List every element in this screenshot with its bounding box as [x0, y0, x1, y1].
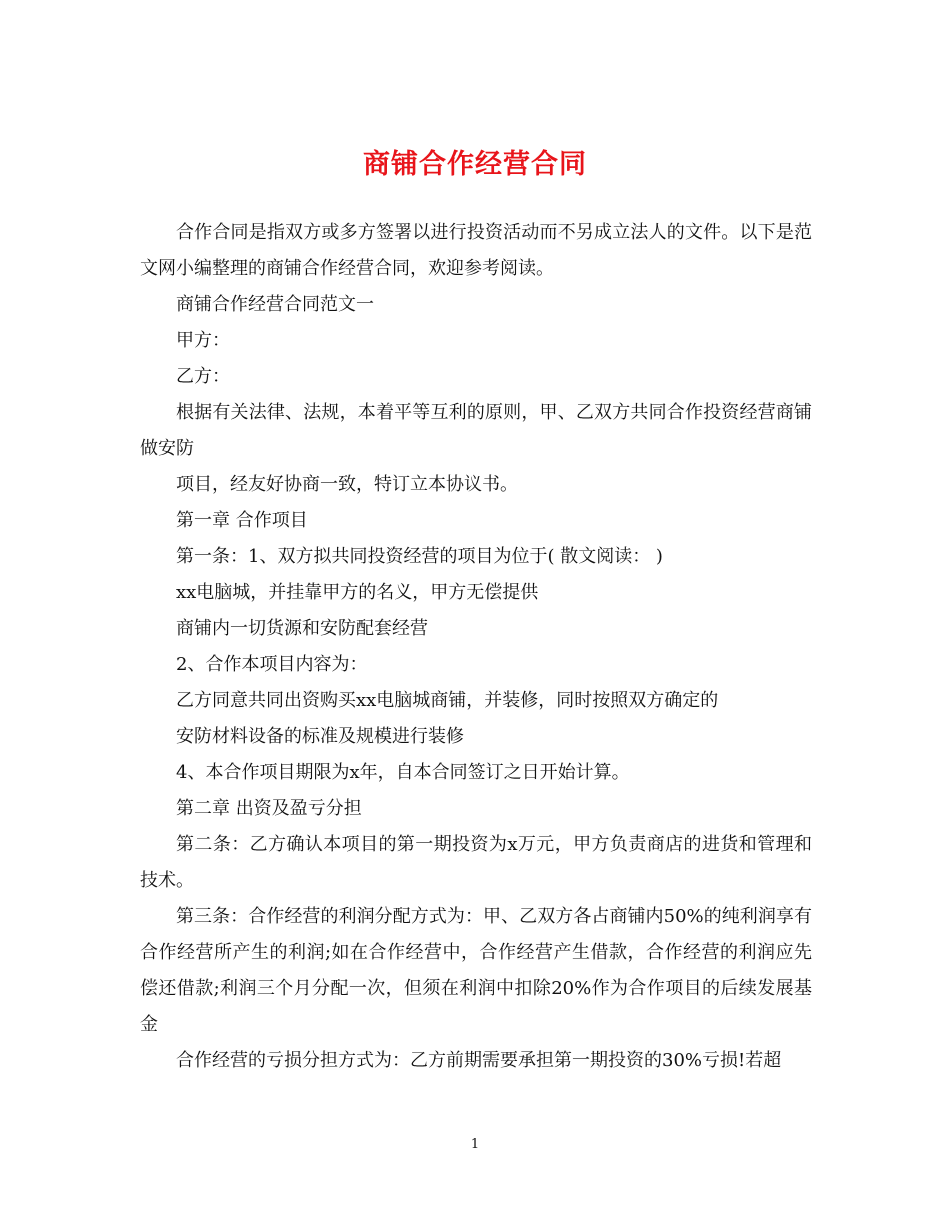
paragraph: 第一条：1、双方拟共同投资经营的项目为位于( 散文阅读： ) [176, 546, 663, 567]
paragraph: 2、合作本项目内容为： [176, 654, 368, 675]
paragraph: 根据有关法律、法规，本着平等互利的原则，甲、乙双方共同合作投资经营商铺做安防 [140, 402, 812, 459]
paragraph: 商铺合作经营合同范文一 [176, 294, 374, 315]
paragraph: 乙方： [176, 366, 230, 387]
paragraph: 4、本合作项目期限为x年，自本合同签订之日开始计算。 [176, 762, 630, 783]
paragraph: 第一章 合作项目 [176, 510, 308, 531]
paragraph: 商铺内一切货源和安防配套经营 [176, 618, 428, 639]
paragraph: 第二条：乙方确认本项目的第一期投资为x万元，甲方负责商店的进货和管理和技术。 [140, 834, 812, 891]
paragraph: 合作合同是指双方或多方签署以进行投资活动而不另成立法人的文件。以下是范文网小编整理的商铺合作经营合同，欢迎参考阅读。 [140, 222, 812, 279]
paragraph: xx电脑城，并挂靠甲方的名义，甲方无偿提供 [176, 582, 539, 603]
paragraph: 项目，经友好协商一致，特订立本协议书。 [176, 474, 518, 495]
document-title: 商铺合作经营合同 [363, 149, 587, 180]
paragraph: 第二章 出资及盈亏分担 [176, 798, 362, 819]
paragraph: 乙方同意共同出资购买xx电脑城商铺，并装修，同时按照双方确定的 [176, 690, 719, 711]
page-number: 1 [470, 1137, 480, 1152]
paragraph: 合作经营的亏损分担方式为：乙方前期需要承担第一期投资的30%亏损!若超 [176, 1050, 782, 1071]
paragraph: 安防材料设备的标准及规模进行装修 [176, 726, 464, 747]
paragraph: 第三条：合作经营的利润分配方式为：甲、乙双方各占商铺内50%的纯利润享有合作经营所产生的利润;如在合作经营中，合作经营产生借款，合作经营的利润应先偿还借款;利润三个月分配一次，但须在利润中扣除20%作为合作项目的后续发展基金 [140, 906, 812, 1035]
document-body [140, 215, 812, 1079]
paragraph: 甲方： [176, 330, 230, 351]
